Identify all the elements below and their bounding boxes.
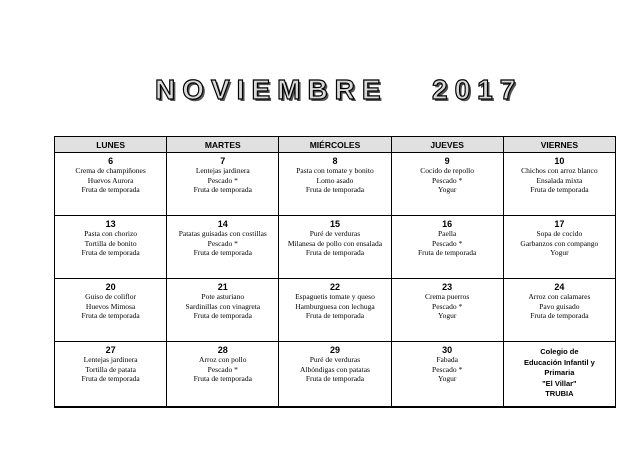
dish-line: Fruta de temporada <box>530 311 589 320</box>
dish-line: Fruta de temporada <box>81 248 140 257</box>
school-info-cell <box>503 342 615 408</box>
day-number: 8 <box>332 156 338 166</box>
day-cell <box>503 153 615 216</box>
dish-line: Fabada <box>436 355 458 364</box>
day-number: 16 <box>442 219 453 229</box>
weekday-header: JUEVES <box>391 137 503 153</box>
week-row <box>55 279 616 342</box>
dish-line: Puré de verduras <box>309 229 361 238</box>
day-cell <box>279 153 391 216</box>
menu-calendar-table <box>54 136 616 408</box>
dish-line: Hamburguesa con lechuga <box>295 301 375 311</box>
dish-line: Crema puerros <box>424 292 470 301</box>
school-name-line: Colegio de <box>540 347 579 356</box>
dish-line: Fruta de temporada <box>305 248 365 257</box>
dish-line: Yogur <box>437 185 457 194</box>
day-number: 29 <box>329 345 340 355</box>
dish-line: Guiso de coliflor <box>85 292 136 301</box>
dish-line: Pote asturiano <box>201 292 245 301</box>
day-cell <box>391 342 503 408</box>
day-number: 10 <box>554 156 565 166</box>
dish-line: Huevos Mimosa <box>85 301 136 311</box>
day-cell <box>55 153 167 216</box>
day-number: 7 <box>220 156 226 166</box>
dish-line: Fruta de temporada <box>305 311 365 320</box>
dish-line: Pescado * <box>432 364 463 374</box>
week-row <box>55 216 616 279</box>
week-row <box>55 153 616 216</box>
day-cell <box>391 279 503 342</box>
day-cell <box>503 216 615 279</box>
dish-line: Garbanzos con compango <box>520 238 599 248</box>
dish-line: Pescado * <box>432 301 463 311</box>
day-cell <box>279 342 391 408</box>
dish-line: Fruta de temporada <box>418 248 477 257</box>
dish-line: Huevos Aurora <box>87 175 134 185</box>
dish-line: Fruta de temporada <box>305 185 365 194</box>
day-cell <box>55 279 167 342</box>
dish-line: Patatas guisadas con costillas <box>178 229 267 238</box>
day-number: 6 <box>108 156 114 166</box>
dish-line: Tortilla de patata <box>85 364 136 374</box>
calendar-title <box>0 74 640 114</box>
day-number: 24 <box>554 282 565 292</box>
dish-line: Fruta de temporada <box>81 185 140 194</box>
dish-line: Pescado * <box>207 238 238 248</box>
dish-line: Pescado * <box>207 364 238 374</box>
dish-line: Pavo guisado <box>539 301 580 311</box>
day-cell <box>391 153 503 216</box>
dish-line: Fruta de temporada <box>193 374 252 383</box>
dish-line: Chichos con arroz blanco <box>521 166 598 175</box>
day-cell <box>167 279 279 342</box>
dish-line: Pescado * <box>432 238 463 248</box>
dish-line: Fruta de temporada <box>193 185 252 194</box>
day-cell <box>391 216 503 279</box>
school-name-line: Primaria <box>544 368 575 377</box>
dish-line: Fruta de temporada <box>305 374 365 383</box>
school-name-line: Educación Infantil y <box>523 357 595 367</box>
dish-line: Fruta de temporada <box>193 248 252 257</box>
dish-line: Lomo asado <box>316 175 354 185</box>
day-cell <box>503 279 615 342</box>
day-number: 23 <box>442 282 453 292</box>
day-number: 15 <box>329 219 340 229</box>
dish-line: Yogur <box>437 311 457 320</box>
day-cell <box>167 153 279 216</box>
day-number: 14 <box>217 219 228 229</box>
dish-line: Yogur <box>550 248 569 257</box>
school-name-line: "El Villar" <box>542 378 577 388</box>
day-cell <box>55 342 167 408</box>
title-year: 2017 <box>432 74 523 105</box>
dish-line: Arroz con calamares <box>528 292 591 301</box>
day-number: 28 <box>217 345 228 355</box>
dish-line: Crema de champiñones <box>75 166 146 175</box>
dish-line: Fruta de temporada <box>530 185 589 194</box>
dish-line: Sopa de cocido <box>536 229 583 238</box>
week-row <box>55 342 616 408</box>
dish-line: Sardinillas con vinagreta <box>185 301 261 311</box>
weekday-header-row <box>55 137 616 153</box>
dish-line: Tortilla de bonito <box>84 238 137 248</box>
dish-line: Puré de verduras <box>309 355 361 364</box>
day-number: 17 <box>554 219 565 229</box>
dish-line: Fruta de temporada <box>193 311 252 320</box>
day-cell <box>55 216 167 279</box>
menu-weeks <box>55 153 616 408</box>
day-number: 13 <box>105 219 116 229</box>
day-cell <box>279 279 391 342</box>
weekday-header: MARTES <box>167 137 279 153</box>
day-number: 27 <box>105 345 116 355</box>
dish-line: Yogur <box>437 374 457 383</box>
dish-line: Lentejas jardinera <box>83 355 138 364</box>
dish-line: Pescado * <box>207 175 238 185</box>
day-number: 20 <box>105 282 116 292</box>
school-name-line: TRUBIA <box>545 389 574 398</box>
day-cell <box>279 216 391 279</box>
dish-line: Fruta de temporada <box>81 311 140 320</box>
weekday-header: LUNES <box>55 137 167 153</box>
day-number: 22 <box>329 282 340 292</box>
title-month: NOVIEMBRE <box>155 74 388 105</box>
dish-line: Lentejas jardinera <box>195 166 250 175</box>
dish-line: Pasta con tomate y bonito <box>296 166 374 175</box>
day-number: 21 <box>217 282 228 292</box>
dish-line: Fruta de temporada <box>81 374 140 383</box>
day-cell <box>167 216 279 279</box>
weekday-header: VIERNES <box>503 137 615 153</box>
day-number: 9 <box>444 156 450 166</box>
dish-line: Pasta con chorizo <box>84 229 138 238</box>
dish-line: Paella <box>437 229 457 238</box>
day-number: 30 <box>442 345 453 355</box>
dish-line: Arroz con pollo <box>199 355 247 364</box>
dish-line: Cocido de repollo <box>420 166 475 175</box>
day-cell <box>167 342 279 408</box>
dish-line: Pescado * <box>432 175 463 185</box>
dish-line: Milanesa de pollo con ensalada <box>287 238 383 248</box>
dish-line: Albóndigas con patatas <box>299 364 370 374</box>
dish-line: Ensalada mixta <box>536 175 583 185</box>
dish-line: Espaguetis tomate y queso <box>295 292 375 301</box>
weekday-header: MIÉRCOLES <box>279 137 391 153</box>
